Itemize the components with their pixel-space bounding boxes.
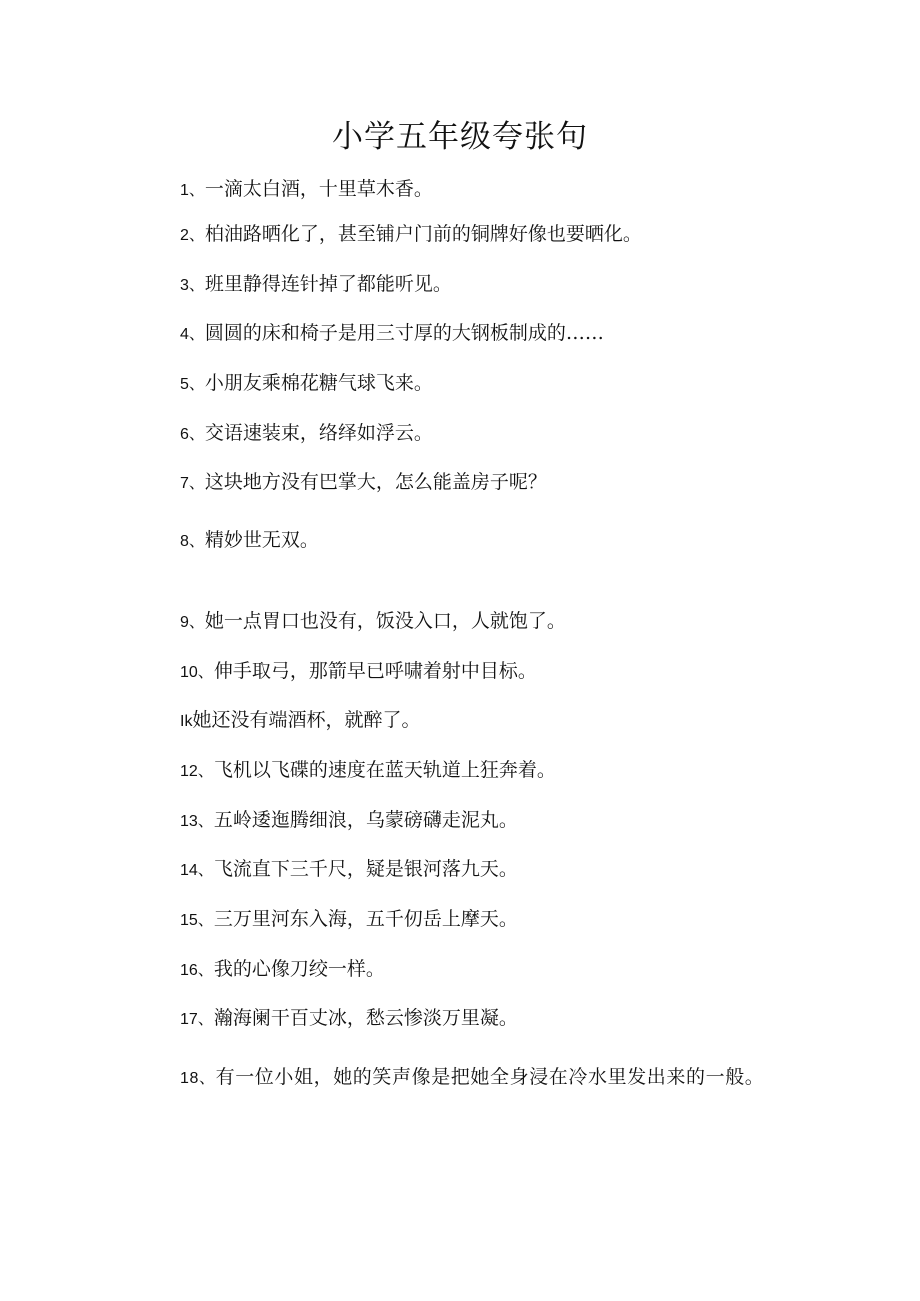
list-item [180,706,420,736]
item-number: 14、 [180,862,214,879]
item-text: 有一位小姐，她的笑声像是把她全身浸在冷水里发出来的一般。 [215,1066,765,1088]
page-title: 小学五年级夸张句 [332,119,588,155]
item-text: 小朋友乘棉花糖气球飞来。 [204,372,433,394]
item-text: 柏油路晒化了，甚至铺户门前的铜牌好像也要晒化。 [204,223,642,245]
item-number: 3、 [180,277,205,294]
item-text: 一滴太白酒，十里草木香。 [204,178,433,200]
item-text: 飞流直下三千尺，疑是银河落九天。 [213,858,518,880]
item-number: 2、 [180,227,205,244]
list-item [180,855,518,885]
list-item [180,220,642,250]
item-text: 飞机以飞碟的速度在蓝天轨道上狂奔着。 [213,759,556,781]
list-item [180,1004,518,1034]
item-number: 1、 [180,182,205,199]
item-text: 三万里河东入海，五千仞岳上摩天。 [213,908,518,930]
item-number: 4、 [180,326,205,343]
list-item [180,905,518,935]
item-text: 精妙世无双。 [204,529,319,551]
list-item [180,756,556,786]
list-item [180,955,385,985]
item-text: 瀚海阑干百丈冰，愁云惨淡万里凝。 [213,1007,518,1029]
list-item [180,468,547,498]
item-number: Ik [180,713,193,730]
item-text: 这块地方没有巴掌大，怎么能盖房子呢？ [204,471,547,493]
item-number: 18、 [180,1070,216,1087]
item-text: 班里静得连针掉了都能听见。 [204,273,452,295]
item-number: 9、 [180,614,205,631]
item-text: 她还没有端酒杯，就醉了。 [192,709,421,731]
item-number: 6、 [180,426,205,443]
list-item [180,270,452,300]
list-item [180,657,537,687]
item-number: 8、 [180,533,205,550]
item-number: 5、 [180,376,205,393]
item-text: 她一点胃口也没有，饭没入口，人就饱了。 [204,610,566,632]
list-item [180,175,433,205]
item-text: 五岭逶迤腾细浪，乌蒙磅礴走泥丸。 [213,809,518,831]
list-item [180,319,604,349]
item-number: 17、 [180,1011,214,1028]
list-item [138,1051,778,1105]
item-text: 伸手取弓，那箭早已呼啸着射中目标。 [213,660,537,682]
list-item [180,526,319,556]
item-text: 我的心像刀绞一样。 [213,958,385,980]
item-number: 13、 [180,813,214,830]
item-number: 16、 [180,962,214,979]
item-number: 10、 [180,664,214,681]
list-item [180,419,433,449]
list-item [180,369,433,399]
item-number: 15、 [180,912,214,929]
item-number: 7、 [180,475,205,492]
item-text: 交语速装束，络绎如浮云。 [204,422,433,444]
list-item [180,806,518,836]
item-number: 12、 [180,763,214,780]
item-text: 圆圆的床和椅子是用三寸厚的大钢板制成的…… [204,322,604,344]
list-item [180,607,566,637]
